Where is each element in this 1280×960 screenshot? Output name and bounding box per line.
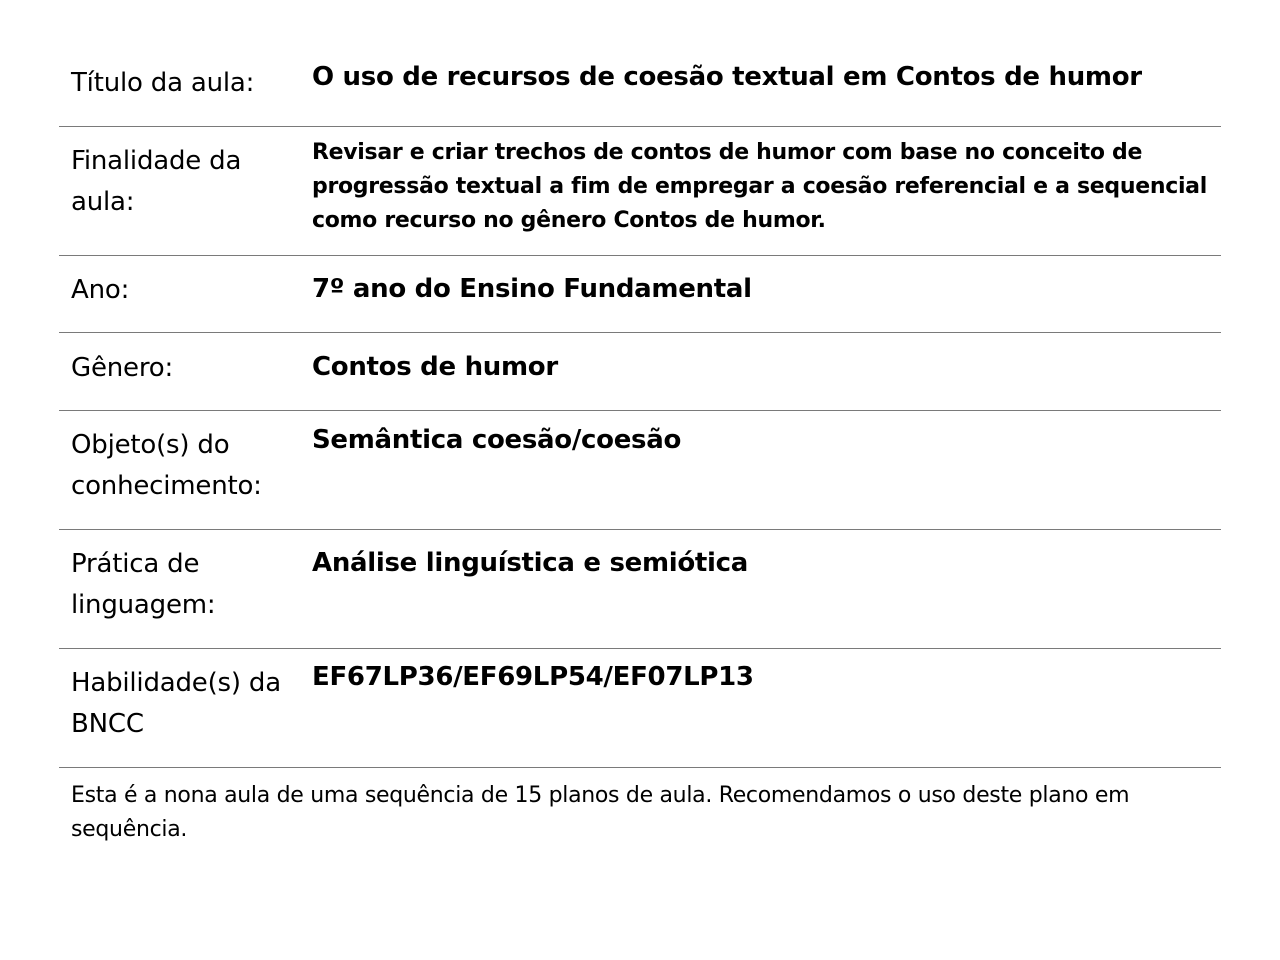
genre-value: Contos de humor [312, 352, 558, 382]
lesson-purpose-value: Revisar e criar trechos de contos de humor com base no conceito de progressão textual a fim de empregar a coesão referencial e a sequencial como recurso no gênero Contos de humor. [312, 140, 1207, 233]
row-school-year [59, 256, 1221, 333]
row-bncc-skills [59, 649, 1221, 768]
lesson-title-label: Título da aula: [71, 68, 255, 98]
bncc-skills-value: EF67LP36/EF69LP54/EF07LP13 [312, 662, 754, 692]
bncc-skills-label: Habilidade(s) da BNCC [71, 668, 281, 739]
row-genre [59, 333, 1221, 411]
lesson-title-value: O uso de recursos de coesão textual em Contos de humor [312, 62, 1142, 92]
knowledge-objects-value: Semântica coesão/coesão [312, 425, 682, 455]
school-year-value: 7º ano do Ensino Fundamental [312, 274, 752, 304]
lesson-plan-table [59, 44, 1221, 768]
school-year-label: Ano: [71, 275, 130, 305]
row-language-practice [59, 530, 1221, 649]
row-lesson-purpose [59, 127, 1221, 256]
row-lesson-title [59, 44, 1221, 127]
genre-label: Gênero: [71, 353, 174, 383]
lesson-purpose-label: Finalidade da aula: [71, 146, 242, 217]
language-practice-value: Análise linguística e semiótica [312, 548, 749, 578]
language-practice-label: Prática de linguagem: [71, 549, 216, 620]
row-knowledge-objects [59, 411, 1221, 530]
sequence-note: Esta é a nona aula de uma sequência de 15 planos de aula. Recomendamos o uso deste plano em sequência. [71, 783, 1130, 842]
knowledge-objects-label: Objeto(s) do conhecimento: [71, 430, 262, 501]
